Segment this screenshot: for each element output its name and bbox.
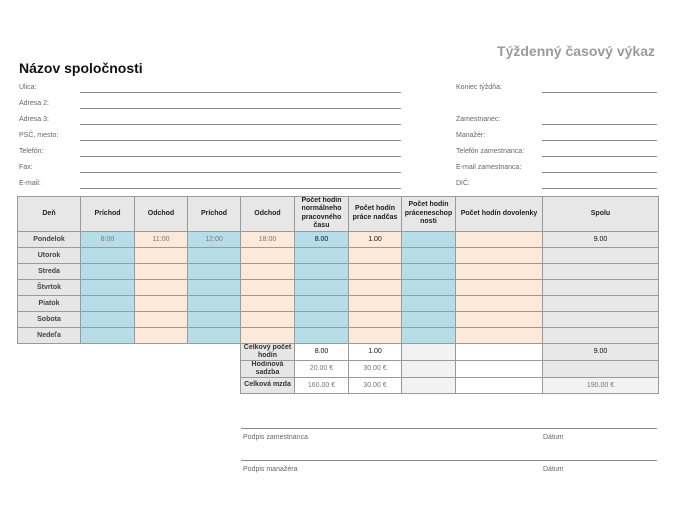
- departure-1-cell[interactable]: [135, 327, 188, 343]
- departure-2-cell[interactable]: [241, 295, 295, 311]
- sick-hours-cell[interactable]: [402, 231, 456, 247]
- total-cell: [543, 247, 659, 263]
- field-label-employee: Zamestnanec:: [456, 116, 501, 123]
- arrival-1-cell[interactable]: [81, 311, 135, 327]
- table-row: [18, 311, 659, 327]
- total-vacation-hours: [456, 343, 543, 360]
- field-label-employee-phone: Telefón zamestnanca:: [456, 148, 525, 155]
- table-header-row: [18, 197, 659, 232]
- regular-pay: 160.00 €: [295, 377, 349, 393]
- table-row: [18, 295, 659, 311]
- departure-1-cell[interactable]: [135, 311, 188, 327]
- vacation-hours-cell[interactable]: [456, 327, 543, 343]
- total-cell: [543, 295, 659, 311]
- field-line-manager[interactable]: [542, 140, 657, 141]
- employee-signature-label: Podpis zamestnanca: [243, 434, 308, 441]
- header-vacation-hours: Počet hodín dovolenky: [456, 197, 543, 232]
- regular-hours-cell[interactable]: [295, 263, 349, 279]
- total-cell: 9.00: [543, 231, 659, 247]
- overtime-hours-cell[interactable]: [349, 311, 402, 327]
- total-regular-hours: 8.00: [295, 343, 349, 360]
- sick-hours-cell[interactable]: [402, 311, 456, 327]
- header-arrival-2: Príchod: [188, 197, 241, 232]
- total-cell: [543, 279, 659, 295]
- field-label-tax-id: DIČ:: [456, 180, 470, 187]
- field-line-tax-id[interactable]: [542, 188, 657, 189]
- field-label-zip-city: PSČ, mesto:: [19, 132, 59, 139]
- regular-hours-cell[interactable]: [295, 279, 349, 295]
- field-label-address3: Adresa 3:: [19, 116, 49, 123]
- day-label: Pondelok: [18, 231, 81, 247]
- sick-pay: [402, 377, 456, 393]
- field-line-employee[interactable]: [542, 124, 657, 125]
- vacation-hours-cell[interactable]: [456, 295, 543, 311]
- header-overtime-hours: Počet hodín práce nadčas: [349, 197, 402, 232]
- vacation-hours-cell[interactable]: [456, 231, 543, 247]
- arrival-1-cell[interactable]: [81, 327, 135, 343]
- field-label-week-end: Koniec týždňa:: [456, 84, 502, 91]
- day-label: Streda: [18, 263, 81, 279]
- field-label-fax: Fax:: [19, 164, 33, 171]
- field-line-email[interactable]: [80, 188, 401, 189]
- header-arrival-1: Príchod: [81, 197, 135, 232]
- field-line-employee-email[interactable]: [542, 172, 657, 173]
- total-pay-label: Celková mzda: [241, 377, 295, 393]
- vacation-hours-cell[interactable]: [456, 279, 543, 295]
- sick-rate[interactable]: [402, 360, 456, 377]
- header-regular-hours: Počet hodín normálneho pracovného času: [295, 197, 349, 232]
- field-line-employee-phone[interactable]: [542, 156, 657, 157]
- sick-hours-cell[interactable]: [402, 295, 456, 311]
- field-line-fax[interactable]: [80, 172, 401, 173]
- header-sick-hours: Počet hodín práceneschop nosti: [402, 197, 456, 232]
- sick-hours-cell[interactable]: [402, 263, 456, 279]
- regular-rate[interactable]: 20.00 €: [295, 360, 349, 377]
- field-line-street[interactable]: [80, 92, 401, 93]
- overtime-hours-cell[interactable]: 1.00: [349, 231, 402, 247]
- header-total: Spolu: [543, 197, 659, 232]
- departure-2-cell[interactable]: [241, 247, 295, 263]
- departure-2-cell[interactable]: [241, 327, 295, 343]
- departure-1-cell[interactable]: [135, 279, 188, 295]
- header-departure-1: Odchod: [135, 197, 188, 232]
- arrival-2-cell[interactable]: [188, 279, 241, 295]
- arrival-2-cell[interactable]: [188, 263, 241, 279]
- arrival-1-cell[interactable]: [81, 295, 135, 311]
- departure-1-cell[interactable]: [135, 295, 188, 311]
- vacation-hours-cell[interactable]: [456, 263, 543, 279]
- manager-signature-line[interactable]: [241, 460, 657, 461]
- arrival-1-cell[interactable]: [81, 247, 135, 263]
- arrival-2-cell[interactable]: [188, 311, 241, 327]
- employee-date-label: Dátum: [543, 434, 564, 441]
- sick-hours-cell[interactable]: [402, 327, 456, 343]
- overtime-hours-cell[interactable]: [349, 247, 402, 263]
- total-cell: [543, 327, 659, 343]
- vacation-rate[interactable]: [456, 360, 543, 377]
- company-name: Názov spoločnosti: [19, 60, 143, 76]
- departure-2-cell[interactable]: [241, 263, 295, 279]
- document-title: Týždenný časový výkaz: [497, 43, 655, 59]
- arrival-1-cell[interactable]: [81, 279, 135, 295]
- vacation-pay: [456, 377, 543, 393]
- table-row: [18, 263, 659, 279]
- overtime-hours-cell[interactable]: [349, 295, 402, 311]
- arrival-1-cell[interactable]: [81, 263, 135, 279]
- field-label-address2: Adresa 2:: [19, 100, 49, 107]
- arrival-1-cell[interactable]: 8:00: [81, 231, 135, 247]
- totals-row-hours: [18, 343, 659, 360]
- manager-date-label: Dátum: [543, 466, 564, 473]
- total-cell: [543, 311, 659, 327]
- hourly-rate-label: Hodinová sadzba: [241, 360, 295, 377]
- departure-2-cell[interactable]: [241, 311, 295, 327]
- departure-2-cell[interactable]: 18:00: [241, 231, 295, 247]
- timesheet-table: [17, 196, 659, 394]
- field-label-employee-email: E-mail zamestnanca:: [456, 164, 522, 171]
- total-overtime-hours: 1.00: [349, 343, 402, 360]
- field-line-address2[interactable]: [80, 108, 401, 109]
- departure-1-cell[interactable]: 11:00: [135, 231, 188, 247]
- field-label-street: Ulica:: [19, 84, 37, 91]
- regular-hours-cell[interactable]: [295, 311, 349, 327]
- table-row: [18, 247, 659, 263]
- day-label: Utorok: [18, 247, 81, 263]
- overtime-hours-cell[interactable]: [349, 279, 402, 295]
- overtime-hours-cell[interactable]: [349, 327, 402, 343]
- total-hours-label: Celkový počet hodín: [241, 343, 295, 360]
- day-label: Nedeľa: [18, 327, 81, 343]
- totals-row-pay: [18, 377, 659, 393]
- departure-1-cell[interactable]: [135, 247, 188, 263]
- regular-hours-cell[interactable]: [295, 327, 349, 343]
- total-hours-sum: 9.00: [543, 343, 659, 360]
- departure-1-cell[interactable]: [135, 263, 188, 279]
- table-row: [18, 279, 659, 295]
- arrival-2-cell[interactable]: 12:00: [188, 231, 241, 247]
- manager-signature-label: Podpis manažéra: [243, 466, 298, 473]
- arrival-2-cell[interactable]: [188, 327, 241, 343]
- regular-hours-cell[interactable]: 8.00: [295, 231, 349, 247]
- field-label-manager: Manažér:: [456, 132, 486, 139]
- field-line-address3[interactable]: [80, 124, 401, 125]
- day-label: Piatok: [18, 295, 81, 311]
- total-cell: [543, 263, 659, 279]
- field-label-phone: Telefón:: [19, 148, 44, 155]
- total-pay: 190.00 €: [543, 377, 659, 393]
- field-line-zip-city[interactable]: [80, 140, 401, 141]
- arrival-2-cell[interactable]: [188, 247, 241, 263]
- table-row: [18, 231, 659, 247]
- sick-hours-cell[interactable]: [402, 247, 456, 263]
- day-label: Sobota: [18, 311, 81, 327]
- field-line-week-end[interactable]: [542, 92, 657, 93]
- field-line-phone[interactable]: [80, 156, 401, 157]
- header-departure-2: Odchod: [241, 197, 295, 232]
- sick-hours-cell[interactable]: [402, 279, 456, 295]
- overtime-rate[interactable]: 30.00 €: [349, 360, 402, 377]
- table-row: [18, 327, 659, 343]
- employee-signature-line[interactable]: [241, 428, 657, 429]
- departure-2-cell[interactable]: [241, 279, 295, 295]
- regular-hours-cell[interactable]: [295, 295, 349, 311]
- rate-total: [543, 360, 659, 377]
- field-label-email: E-mail:: [19, 180, 41, 187]
- overtime-pay: 30.00 €: [349, 377, 402, 393]
- total-sick-hours: [402, 343, 456, 360]
- day-label: Štvrtok: [18, 279, 81, 295]
- vacation-hours-cell[interactable]: [456, 311, 543, 327]
- overtime-hours-cell[interactable]: [349, 263, 402, 279]
- vacation-hours-cell[interactable]: [456, 247, 543, 263]
- regular-hours-cell[interactable]: [295, 247, 349, 263]
- arrival-2-cell[interactable]: [188, 295, 241, 311]
- header-day: Deň: [18, 197, 81, 232]
- totals-row-rate: [18, 360, 659, 377]
